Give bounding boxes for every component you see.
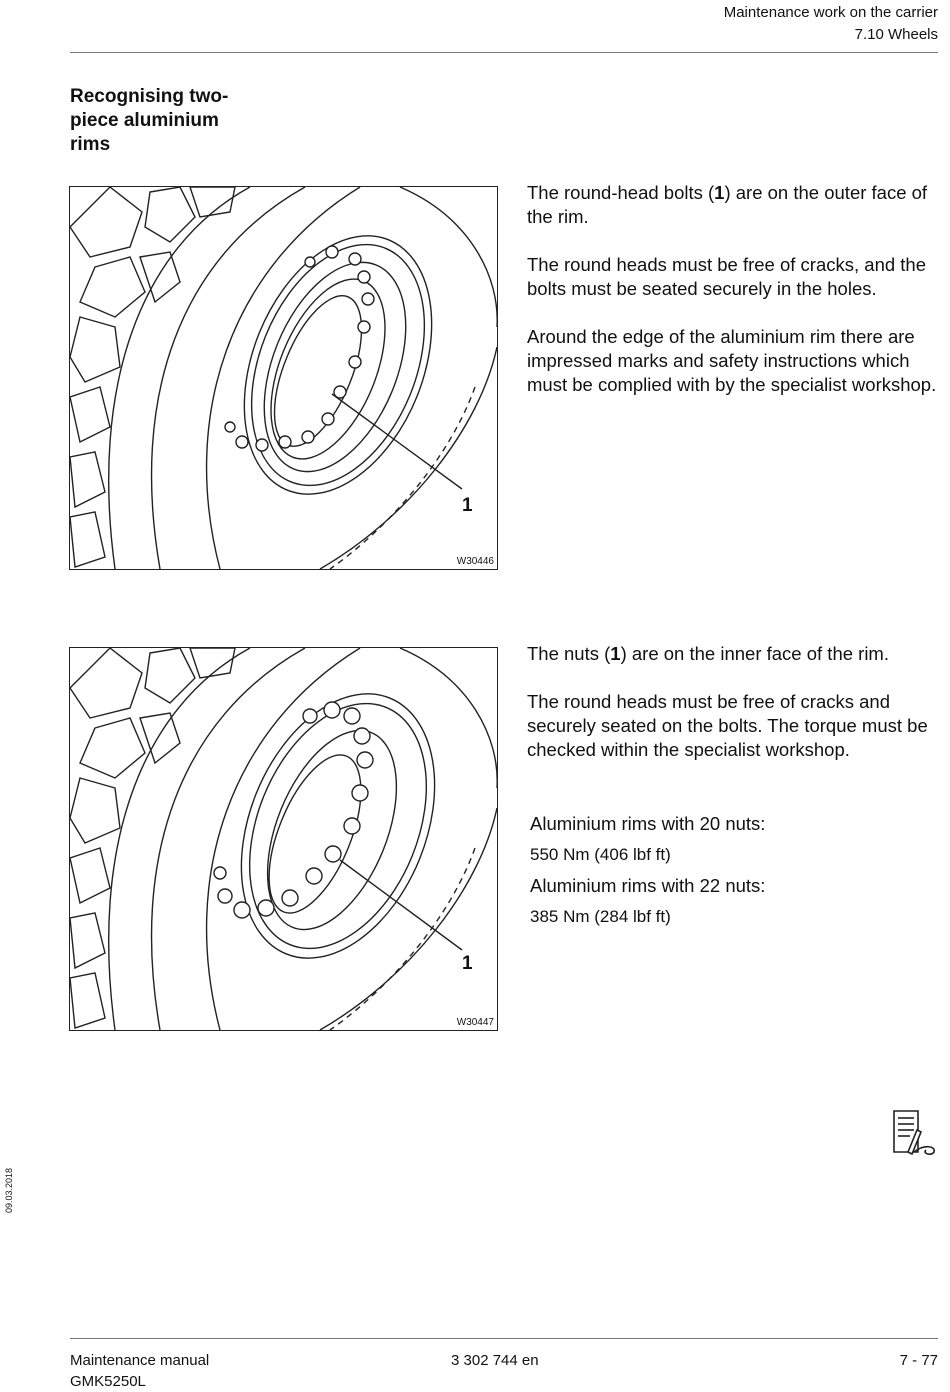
figure-rim-outer-face (69, 186, 498, 570)
text-block-nuts (527, 642, 939, 786)
footer-page-number: 7 - 77 (899, 1352, 938, 1369)
footer-model: GMK5250L (70, 1373, 146, 1390)
wheel-inner-illustration (70, 648, 497, 1030)
text-block-bolts (527, 181, 939, 421)
paragraph: The round-head bolts (1) are on the outer face of the rim. (527, 182, 928, 227)
spec-value-22-nuts: 385 Nm (284 lbf ft) (530, 907, 671, 926)
spec-label-20-nuts: Aluminium rims with 20 nuts: (530, 813, 766, 834)
header-subsection: 7.10 Wheels (854, 26, 938, 43)
paragraph: Around the edge of the aluminium rim there are impressed marks and safety instructions which must be complied with by the specialist workshop. (527, 326, 937, 395)
spec-value-20-nuts: 550 Nm (406 lbf ft) (530, 845, 671, 864)
footer-docnum: 3 302 744 en (451, 1352, 539, 1369)
footer-divider (70, 1338, 938, 1339)
paragraph: The round heads must be free of cracks, and the bolts must be seated securely in the holes. (527, 254, 927, 299)
page-header (724, 2, 938, 46)
figure-rim-inner-face (69, 647, 498, 1031)
torque-specs (530, 808, 930, 932)
header-divider (70, 52, 938, 53)
figure-id: W30447 (456, 1017, 494, 1028)
side-date: 09.03.2018 (4, 1167, 14, 1213)
footer-manual: Maintenance manual GMK5250L (70, 1352, 210, 1390)
callout-nut: 1 (462, 953, 473, 974)
spec-label-22-nuts: Aluminium rims with 22 nuts: (530, 875, 766, 896)
manual-notes-icon (890, 1108, 940, 1158)
header-section: Maintenance work on the carrier (723, 4, 938, 21)
paragraph: The nuts (1) are on the inner face of the rim. (527, 643, 889, 664)
paragraph: The round heads must be free of cracks and securely seated on the bolts. The torque must be checked within the specialist workshop. (527, 691, 928, 760)
callout-bolt: 1 (462, 495, 473, 516)
page-title: Recognising two-piece aluminium rims (70, 86, 229, 155)
wheel-outer-illustration (70, 187, 497, 569)
figure-id: W30446 (456, 556, 494, 567)
